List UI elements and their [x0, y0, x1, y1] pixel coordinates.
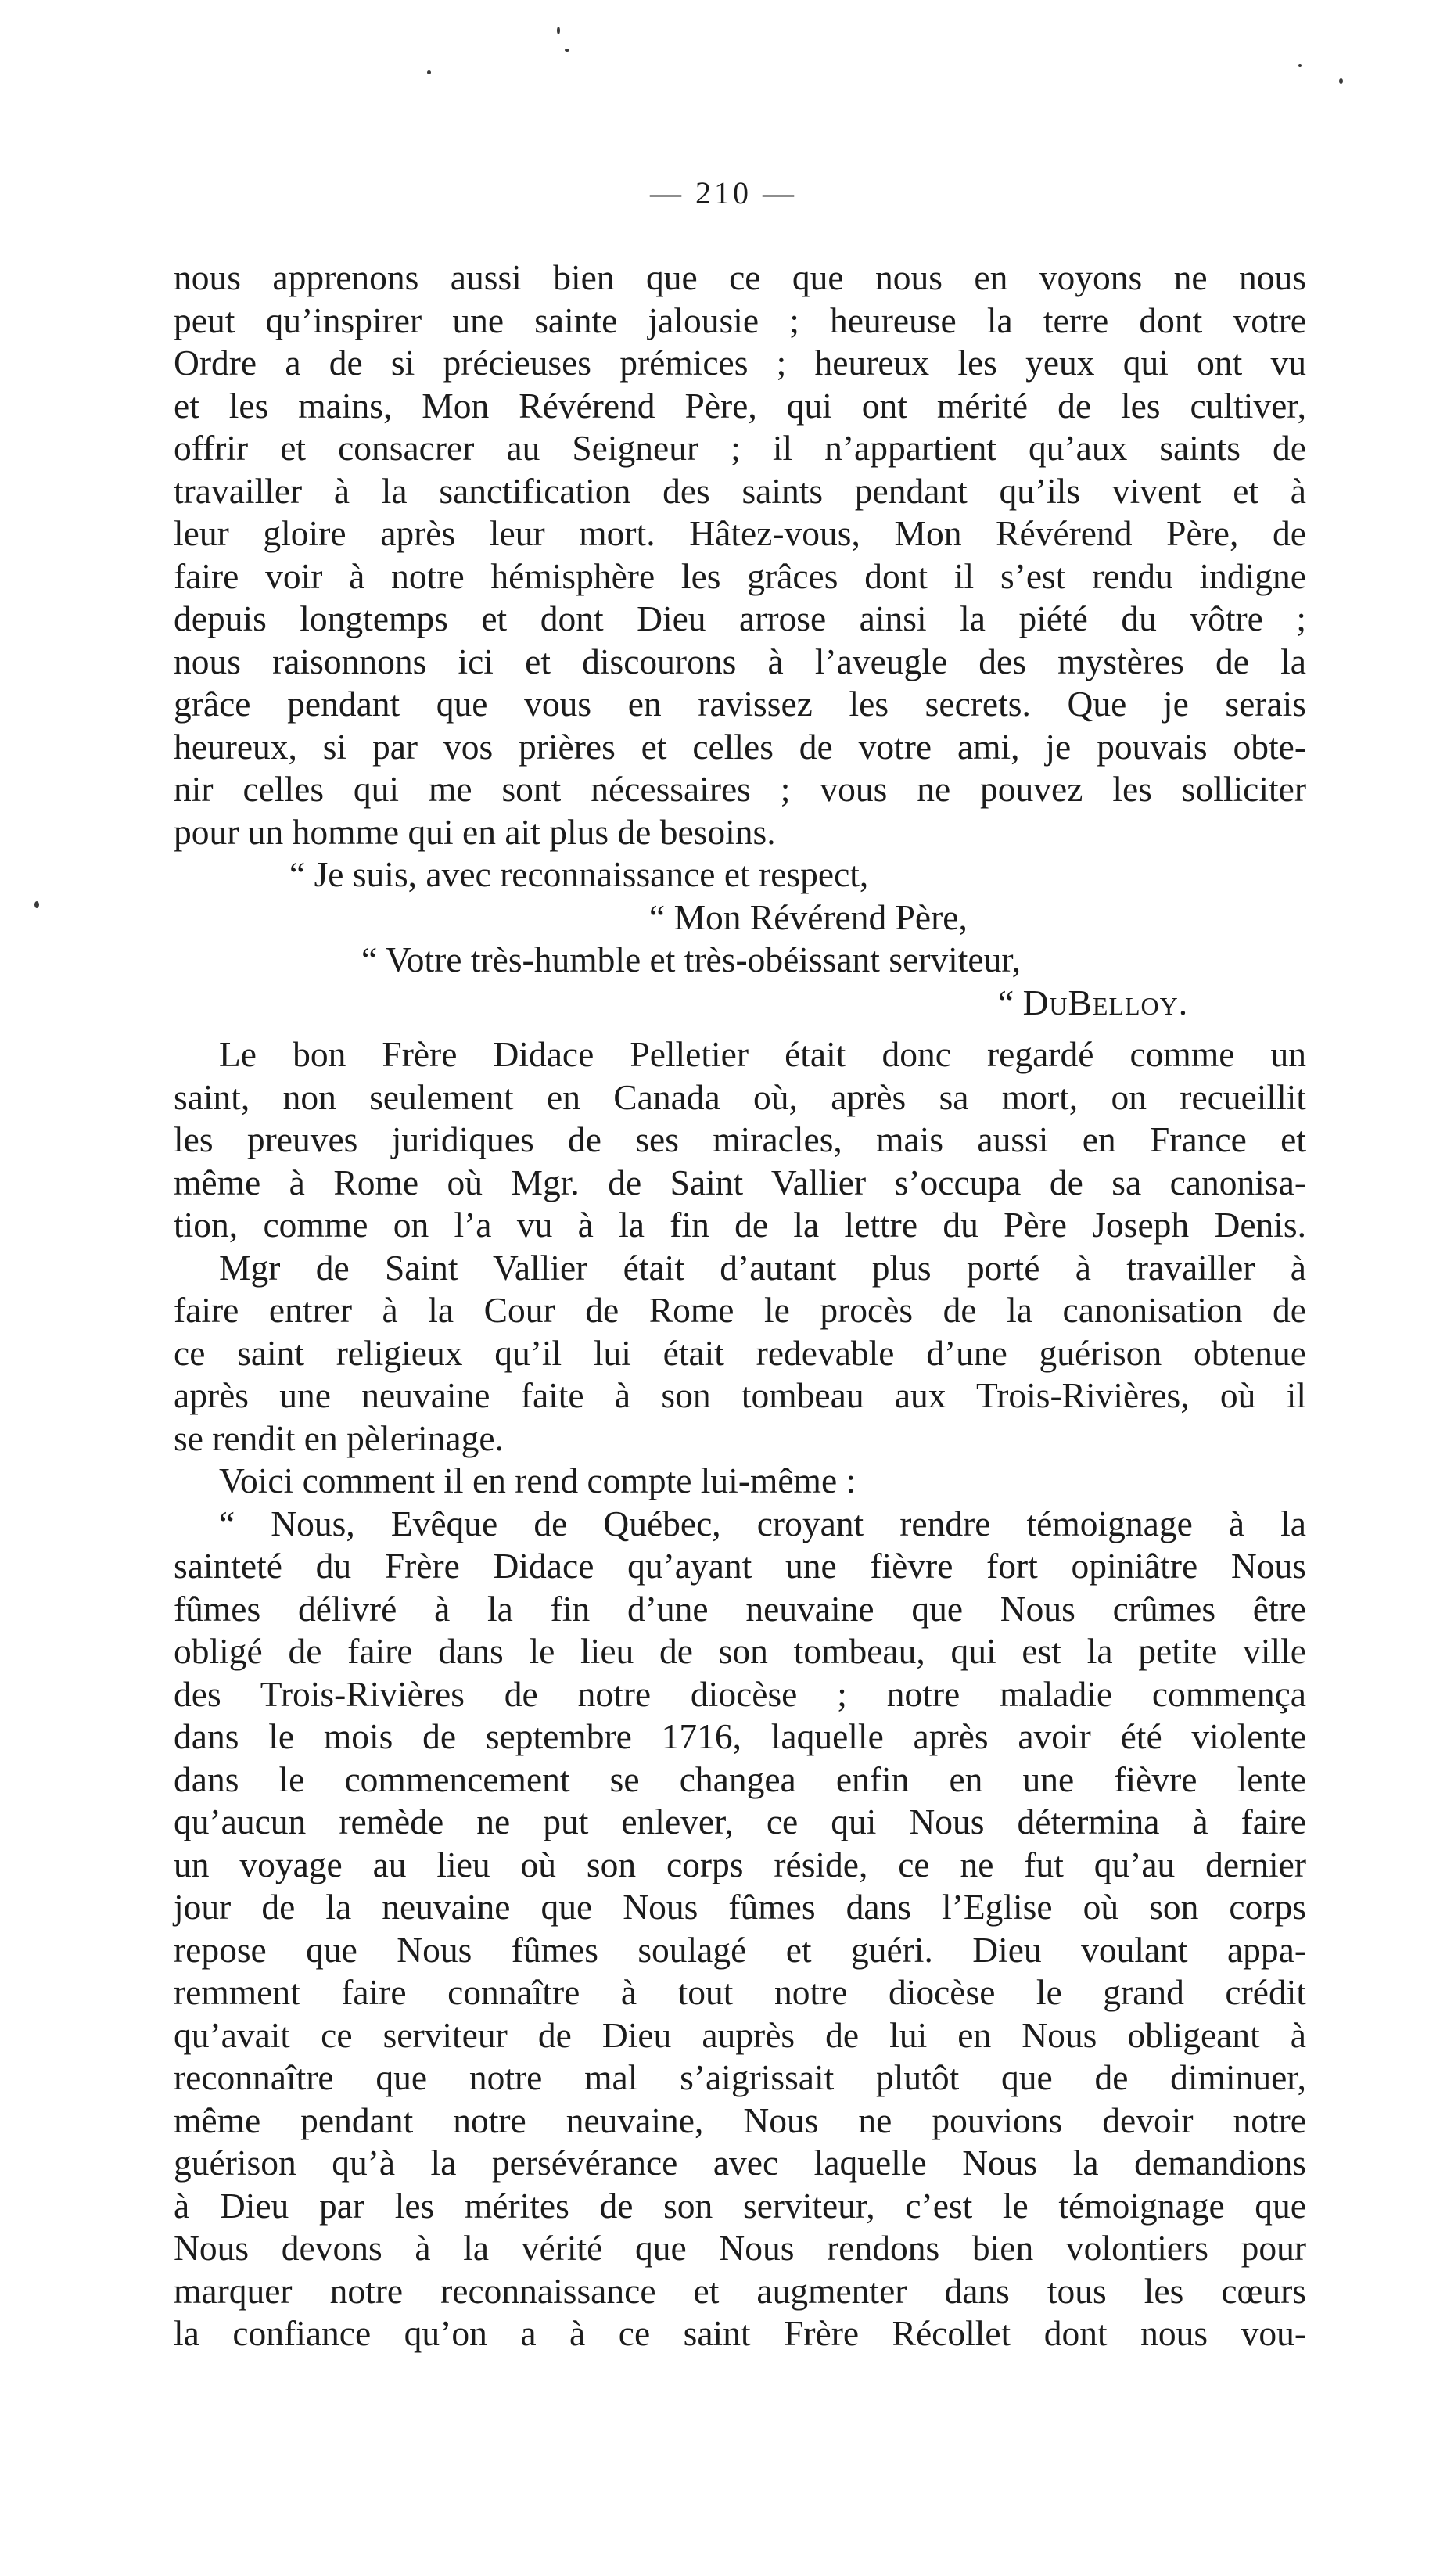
text-line: la confiance qu’on a à ce saint Frère Récollet dont nous vou- [174, 2313, 1306, 2353]
text-line: nous raisonnons ici et discourons à l’aveugle des mystères de la [174, 641, 1306, 681]
text-line: “ Nous, Evêque de Québec, croyant rendre témoignage à la [219, 1503, 1306, 1543]
text-line: nir celles qui me sont nécessaires ; vous ne pouvez les solliciter [174, 769, 1306, 809]
signature-quote: “ [998, 982, 1023, 1022]
text-line: tion, comme on l’a vu à la fin de la lettre du Père Joseph Denis. [174, 1205, 1306, 1245]
text-line: même pendant notre neuvaine, Nous ne pouvions devoir notre [174, 2100, 1306, 2140]
signature-line [174, 982, 1306, 1025]
text-line: faire voir à notre hémisphère les grâces dont il s’est rendu indigne [174, 555, 1306, 596]
text-line: marquer notre reconnaissance et augmenter dans tous les cœurs [174, 2270, 1306, 2311]
text-line: Le bon Frère Didace Pelletier était donc regardé comme un [219, 1034, 1306, 1074]
text-line: heureux, si par vos prières et celles de votre ami, je pouvais obte- [174, 726, 1306, 767]
text-line: à Dieu par les mérites de son serviteur, c’est le témoignage que [174, 2185, 1306, 2226]
text-line: ce saint religieux qu’il lui était redevable d’une guérison obtenue [174, 1332, 1306, 1373]
text-line: qu’avait ce serviteur de Dieu auprès de lui en Nous obligeant à [174, 2014, 1306, 2055]
text-line: les preuves juridiques de ses miracles, mais aussi en France et [174, 1119, 1306, 1159]
text-line: Mgr de Saint Vallier était d’autant plus porté à travailler à [219, 1247, 1306, 1288]
text-line: leur gloire après leur mort. Hâtez-vous, Mon Révérend Père, de [174, 513, 1306, 553]
text-line: guérison qu’à la persévérance avec laquelle Nous la demandions [174, 2143, 1306, 2183]
text-line: Nous devons à la vérité que Nous rendons bien volontiers pour [174, 2228, 1306, 2268]
text-line: repose que Nous fûmes soulagé et guéri. Dieu voulant appa- [174, 1929, 1306, 1970]
text-line: peut qu’inspirer une sainte jalousie ; heureuse la terre dont votre [174, 300, 1306, 340]
text-line: se rendit en pèlerinage. [174, 1417, 504, 1458]
text-line: dans le commencement se changea enfin en une fièvre lente [174, 1759, 1306, 1799]
text-line: offrir et consacrer au Seigneur ; il n’appartient qu’aux saints de [174, 428, 1306, 468]
scan-speck [1339, 78, 1343, 84]
paragraph-didace [174, 1033, 1306, 1247]
closing-line: “ Je suis, avec reconnaissance et respect, [289, 854, 869, 894]
text-line: et les mains, Mon Révérend Père, qui ont mérité de les cultiver, [174, 385, 1306, 426]
paragraph-testimony [174, 1503, 1306, 2355]
text-line: depuis longtemps et dont Dieu arrose ainsi la piété du vôtre ; [174, 598, 1306, 638]
closing-line: “ Votre très-humble et très-obéissant serviteur, [361, 940, 1022, 979]
text-line: faire entrer à la Cour de Rome le procès de la canonisation de [174, 1290, 1306, 1330]
text-line: nous apprenons aussi bien que ce que nous en voyons ne nous [174, 257, 1306, 297]
text-line: grâce pendant que vous en ravissez les secrets. Que je serais [174, 684, 1306, 724]
text-line: reconnaître que notre mal s’aigrissait plutôt que de diminuer, [174, 2057, 1306, 2097]
text-line: sainteté du Frère Didace qu’ayant une fièvre fort opiniâtre Nous [174, 1546, 1306, 1586]
scan-speck [34, 901, 39, 908]
text-line: pour un homme qui en ait plus de besoins. [174, 811, 776, 852]
text-line: un voyage au lieu où son corps réside, ce ne fut qu’au dernier [174, 1844, 1306, 1884]
paragraph-letter-end [174, 257, 1306, 853]
page-number: — 210 — [650, 175, 797, 210]
text-line: dans le mois de septembre 1716, laquelle après avoir été violente [174, 1716, 1306, 1756]
text-line: remment faire connaître à tout notre diocèse le grand crédit [174, 1972, 1306, 2012]
paragraph-saint-vallier [174, 1247, 1306, 1460]
text-line: Voici comment il en rend compte lui-même : [219, 1460, 856, 1500]
paragraph-intro [174, 1460, 1306, 1503]
scan-speck [427, 70, 431, 74]
text-line: même à Rome où Mgr. de Saint Vallier s’occupa de sa canonisa- [174, 1162, 1306, 1202]
text-line: obligé de faire dans le lieu de son tombeau, qui est la petite ville [174, 1631, 1306, 1671]
text-line: après une neuvaine faite à son tombeau aux Trois-Rivières, où il [174, 1375, 1306, 1415]
text-line: jour de la neuvaine que Nous fûmes dans l’Eglise où son corps [174, 1887, 1306, 1927]
letter-closing [174, 853, 1306, 1024]
scan-speck [557, 27, 560, 34]
closing-line: “ Mon Révérend Père, [649, 896, 968, 937]
text-line: Ordre a de si précieuses prémices ; heureux les yeux qui ont vu [174, 343, 1306, 383]
text-line: qu’aucun remède ne put enlever, ce qui Nous détermina à faire [174, 1802, 1306, 1841]
signature: DuBelloy. [1022, 982, 1189, 1022]
page-body [174, 257, 1306, 2355]
text-line: saint, non seulement en Canada où, après sa mort, on recueillit [174, 1076, 1306, 1117]
scan-speck [565, 49, 569, 52]
text-line: fûmes délivré à la fin d’une neuvaine que Nous crûmes être [174, 1588, 1306, 1629]
text-line: travailler à la sanctification des saints pendant qu’ils vivent et à [174, 470, 1306, 511]
scan-speck [1298, 64, 1302, 67]
text-line: des Trois-Rivières de notre diocèse ; notre maladie commença [174, 1673, 1306, 1714]
